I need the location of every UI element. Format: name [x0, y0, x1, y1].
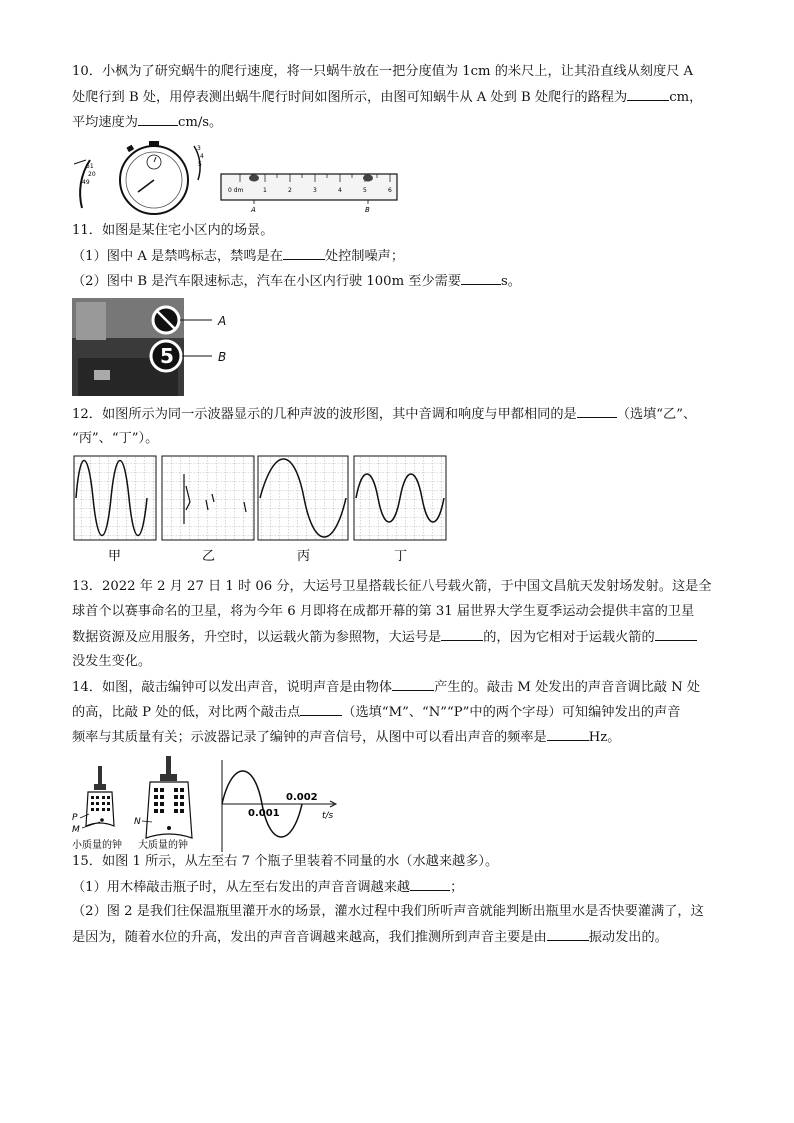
- q14-line-3: [72, 725, 732, 750]
- q12-blank[interactable]: [577, 402, 617, 418]
- q15-text-1: 15．如图 1 所示，从左至右 7 个瓶子里装着不同量的水（水越来越多）。: [72, 854, 499, 869]
- q13-line-3: [72, 625, 732, 650]
- large-bell-icon: [146, 756, 192, 838]
- dial-label-51: 51: [86, 163, 94, 170]
- ruler-point-a: A: [251, 206, 256, 214]
- dial-label-4: 4: [200, 153, 204, 160]
- q14-text-1b: 产生的。敲击 M 处发出的声音音调比敲 N 处: [434, 680, 701, 695]
- ruler-label-4: 4: [338, 187, 342, 194]
- q14-line-1: [72, 675, 732, 700]
- graph-tick-0002: 0.002: [286, 792, 318, 803]
- dial-label-5: 5: [198, 161, 202, 168]
- ruler-label-6: 6: [388, 187, 392, 194]
- q14-blank-3[interactable]: [547, 725, 589, 741]
- ruler-figure: [220, 168, 400, 214]
- large-bell-caption: 大质量的钟: [138, 840, 188, 851]
- q11-title: [72, 219, 732, 243]
- q10-unit-cms: cm/s。: [177, 115, 223, 130]
- q15-part-2: [72, 900, 732, 924]
- waveform-ding: [354, 456, 446, 540]
- q13-blank-2[interactable]: [655, 625, 697, 641]
- q11-part-2: [72, 269, 732, 294]
- ruler-label-5: 5: [363, 187, 367, 194]
- sign-label-a: A: [218, 314, 227, 328]
- snail-at-b-icon: [363, 175, 373, 182]
- q13-text-2: 球首个以赛事命名的卫星，将为今年 6 月即将在成都开幕的第 31 届世界大学生夏季运动会提供丰富的卫星: [72, 604, 695, 619]
- graph-tick-0001: 0.001: [248, 808, 280, 819]
- dial-label-3: 3: [197, 145, 201, 152]
- ruler-label-1: 1: [263, 187, 267, 194]
- q11-p1-text: （1）图中 A 是禁鸣标志，禁鸣是在: [72, 249, 283, 264]
- graph-axis-label: t/s: [322, 811, 334, 821]
- q15-part-2-cont: [72, 925, 732, 950]
- q13-line-2: [72, 600, 732, 624]
- q15-p1-text: （1）用木棒敲击瓶子时，从左至右发出的声音音调越来越: [72, 880, 411, 895]
- q13-blank-1[interactable]: [441, 625, 483, 641]
- q10-text-3: 平均速度为: [72, 115, 138, 130]
- q11-p1-tail: 处控制噪声；: [324, 249, 405, 264]
- stopwatch-figure: [72, 138, 212, 218]
- oscilloscope-waveforms: [72, 454, 452, 566]
- q13-line-4: [72, 650, 732, 674]
- small-bell-caption: 小质量的钟: [72, 840, 122, 851]
- dial-label-20: 20: [88, 171, 96, 178]
- signal-graph: [222, 760, 336, 852]
- q12-line-2: [72, 427, 732, 451]
- q11-title-text: 11．如图是某住宅小区内的场景。: [72, 223, 274, 238]
- waveform-label-jia: 甲: [108, 549, 122, 564]
- q12-text-1: 12．如图所示为同一示波器显示的几种声波的波形图，其中音调和响度与甲都相同的是: [72, 407, 577, 422]
- q10-text-1: 10．小枫为了研究蜗牛的爬行速度，将一只蜗牛放在一把分度值为 1cm 的米尺上，让其沿直线从刻度尺 A: [72, 64, 694, 79]
- waveform-label-yi: 乙: [202, 549, 216, 564]
- ruler-label-2: 2: [288, 187, 292, 194]
- q14-text-1: 14．如图，敲击编钟可以发出声音，说明声音是由物体: [72, 680, 393, 695]
- q15-blank-1[interactable]: [410, 875, 450, 891]
- q12-text-2: “丙”、“丁”）。: [72, 431, 159, 446]
- q14-text-2b: （选填“M”、“N”“P”中的两个字母）可知编钟发出的声音: [342, 705, 681, 720]
- q15-blank-2[interactable]: [547, 925, 589, 941]
- q15-part-1: [72, 875, 732, 900]
- q14-text-2: 的高，比敲 P 处的低，对比两个敲击点: [72, 705, 301, 720]
- q14-text-3: 频率与其质量有关；示波器记录了编钟的声音信号，从图中可以看出声音的频率是: [72, 730, 547, 745]
- q12-text-1b: （选填“乙”、: [616, 407, 697, 422]
- q10-line-1: [72, 60, 732, 84]
- q10-line-2: [72, 85, 732, 110]
- q13-text-3: 数据资源及应用服务，升空时，以运载火箭为参照物，大运号是: [72, 630, 442, 645]
- bells-and-signal-figure: [72, 756, 362, 854]
- q14-blank-1[interactable]: [392, 675, 434, 691]
- snail-at-a-icon: [249, 175, 259, 182]
- q11-p2-text: （2）图中 B 是汽车限速标志，汽车在小区内行驶 100m 至少需要: [72, 274, 462, 289]
- waveform-yi: [162, 456, 254, 540]
- q10-unit-cm: cm，: [669, 90, 703, 105]
- q10-blank-distance[interactable]: [627, 85, 669, 101]
- q13-line-1: [72, 575, 732, 599]
- bell-point-p: P: [72, 813, 78, 823]
- q13-text-3b: 的，因为它相对于运载火箭的: [483, 630, 655, 645]
- q15-p1-tail: ；: [450, 880, 464, 895]
- bell-point-m: M: [72, 825, 80, 835]
- speed-limit-number: 5: [160, 344, 174, 368]
- q14-blank-2[interactable]: [300, 700, 342, 716]
- q10-text-2: 处爬行到 B 处，用停表测出蜗牛爬行时间如图所示，由图可知蜗牛从 A 处到 B 处爬行的路程为: [72, 90, 628, 105]
- dial-label-49: 49: [82, 179, 90, 186]
- ruler-label-3: 3: [313, 187, 317, 194]
- q15-p3-tail: 振动发出的。: [588, 930, 668, 945]
- waveform-jia: [74, 456, 156, 540]
- q14-text-3b: Hz。: [588, 730, 621, 745]
- q11-p2-tail: s。: [501, 274, 521, 289]
- ruler-label-0dm: 0 dm: [228, 187, 244, 194]
- traffic-sign-photo: [72, 298, 252, 396]
- q11-blank-1[interactable]: [283, 244, 325, 260]
- q11-blank-2[interactable]: [461, 269, 501, 285]
- waveform-label-ding: 丁: [394, 549, 408, 564]
- ruler-point-b: B: [365, 206, 370, 214]
- q10-blank-speed[interactable]: [138, 110, 178, 126]
- q15-line-1: [72, 850, 732, 874]
- bell-point-n: N: [134, 817, 141, 827]
- small-bell-icon: [86, 766, 114, 826]
- q10-line-3: [72, 110, 732, 135]
- sign-label-b: B: [218, 350, 227, 364]
- waveform-label-bing: 丙: [297, 549, 311, 564]
- q14-line-2: [72, 700, 732, 725]
- q13-text-4: 没发生变化。: [72, 654, 152, 669]
- q12-line-1: [72, 402, 732, 427]
- q15-p2-text: （2）图 2 是我们往保温瓶里灌开水的场景，灌水过程中我们所听声音就能判断出瓶里水是否快要灌满了，这: [72, 904, 704, 919]
- q11-part-1: [72, 244, 732, 269]
- q15-p3-text: 是因为，随着水位的升高，发出的声音音调越来越高，我们推测所到声音主要是由: [72, 930, 547, 945]
- waveform-bing: [258, 456, 348, 540]
- q13-text-1: 13．2022 年 2 月 27 日 1 时 06 分，大运号卫星搭载长征八号载火箭，于中国文昌航天发射场发射。这是全: [72, 579, 712, 594]
